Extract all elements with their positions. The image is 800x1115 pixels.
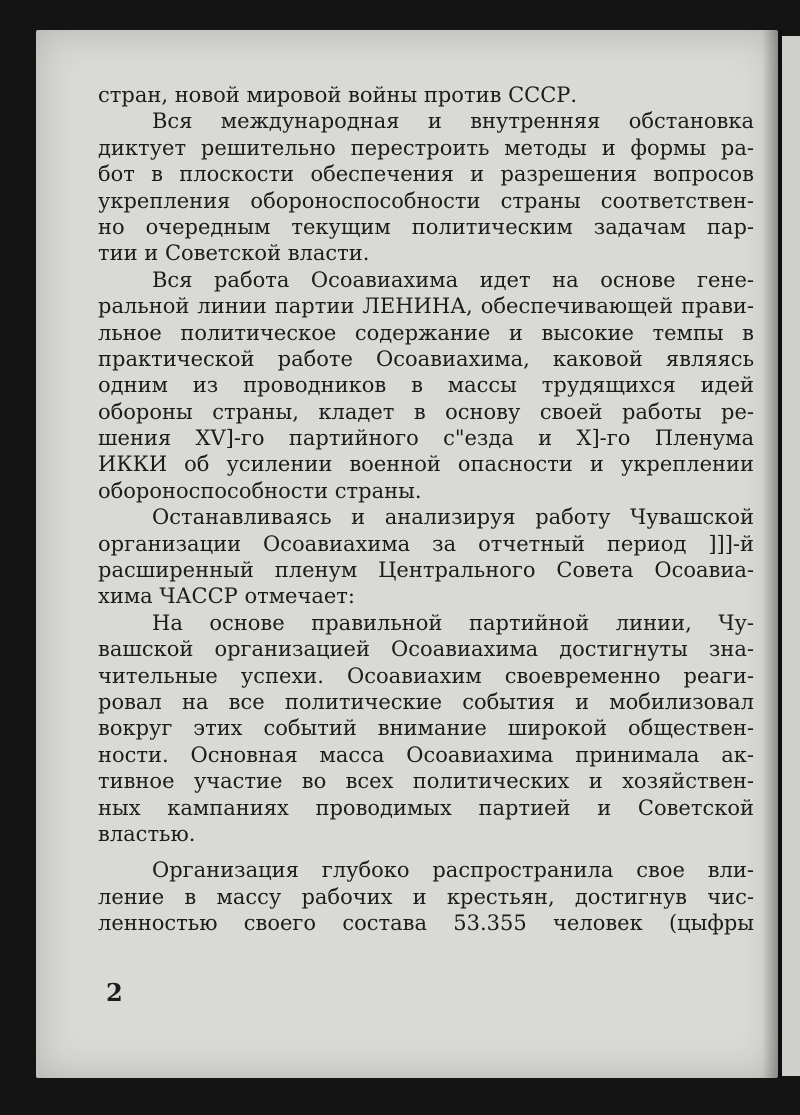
text-line: обороны страны, кладет в основу своей работы ре- xyxy=(98,399,754,424)
next-page-edge xyxy=(782,36,800,1076)
text-line: ровал на все политические события и мобилизовал xyxy=(98,689,754,714)
text-line: укрепления обороноспособности страны соответствен- xyxy=(98,188,754,213)
paragraph-gap xyxy=(98,847,754,857)
text-line: ральной линии партии ЛЕНИНА, обеспечивающей прави- xyxy=(98,294,754,319)
text-line: вашской организацией Осоавиахима достигнуты зна- xyxy=(98,637,754,662)
text-line: тивное участие во всех политических и хозяйствен- xyxy=(98,769,754,794)
text-line: Вся работа Осоавиахима идет на основе гене- xyxy=(152,267,754,292)
text-line: бот в плоскости обеспечения и разрешения вопросов xyxy=(98,162,754,187)
text-line: тии и Советской власти. xyxy=(98,241,370,266)
text-line: ИККИ об усилении военной опасности и укреплении xyxy=(98,452,754,477)
spine-shadow xyxy=(762,30,782,1078)
page-number: 2 xyxy=(106,978,123,1007)
text-line: Останавливаясь и анализируя работу Чувашской xyxy=(152,505,754,530)
text-line: хима ЧАССР отмечает: xyxy=(98,584,355,609)
text-line: ленностью своего состава 53.355 человек (цыфры xyxy=(98,911,754,936)
text-line: ление в массу рабочих и крестьян, достигнув чис- xyxy=(98,884,754,909)
text-line: Организация глубоко распространила свое вли- xyxy=(152,858,754,883)
text-line: обороноспособности страны. xyxy=(98,478,422,503)
text-line: На основе правильной партийной линии, Чу- xyxy=(152,610,754,635)
text-line: практической работе Осоавиахима, каковой являясь xyxy=(98,346,754,371)
text-line: ных кампаниях проводимых партией и Советской xyxy=(98,795,754,820)
text-line: стран, новой мировой войны против СССР. xyxy=(98,83,578,107)
text-line: шения XV]-го партийного с"езда и X]-го Пленума xyxy=(98,426,754,451)
text-line: Вся международная и внутренняя обстановка xyxy=(152,109,754,134)
text-line: вокруг этих событий внимание широкой обществен- xyxy=(98,716,754,741)
text-line: но очередным текущим политическим задачам пар- xyxy=(98,214,754,239)
text-line: ности. Основная масса Осоавиахима принимала ак- xyxy=(98,742,754,767)
text-line: одним из проводников в массы трудящихся идей xyxy=(98,373,754,398)
page-text xyxy=(98,82,754,937)
text-line: организации Осоавиахима за отчетный период ]]]-й xyxy=(98,531,754,556)
text-line: льное политическое содержание и высокие темпы в xyxy=(98,320,754,345)
text-line: диктует решительно перестроить методы и формы ра- xyxy=(98,135,754,160)
text-line: расширенный пленум Центрального Совета Осоавиа- xyxy=(98,558,754,583)
text-line: властью. xyxy=(98,821,196,846)
text-line: чительные успехи. Осоавиахим своевременно реаги- xyxy=(98,663,754,688)
